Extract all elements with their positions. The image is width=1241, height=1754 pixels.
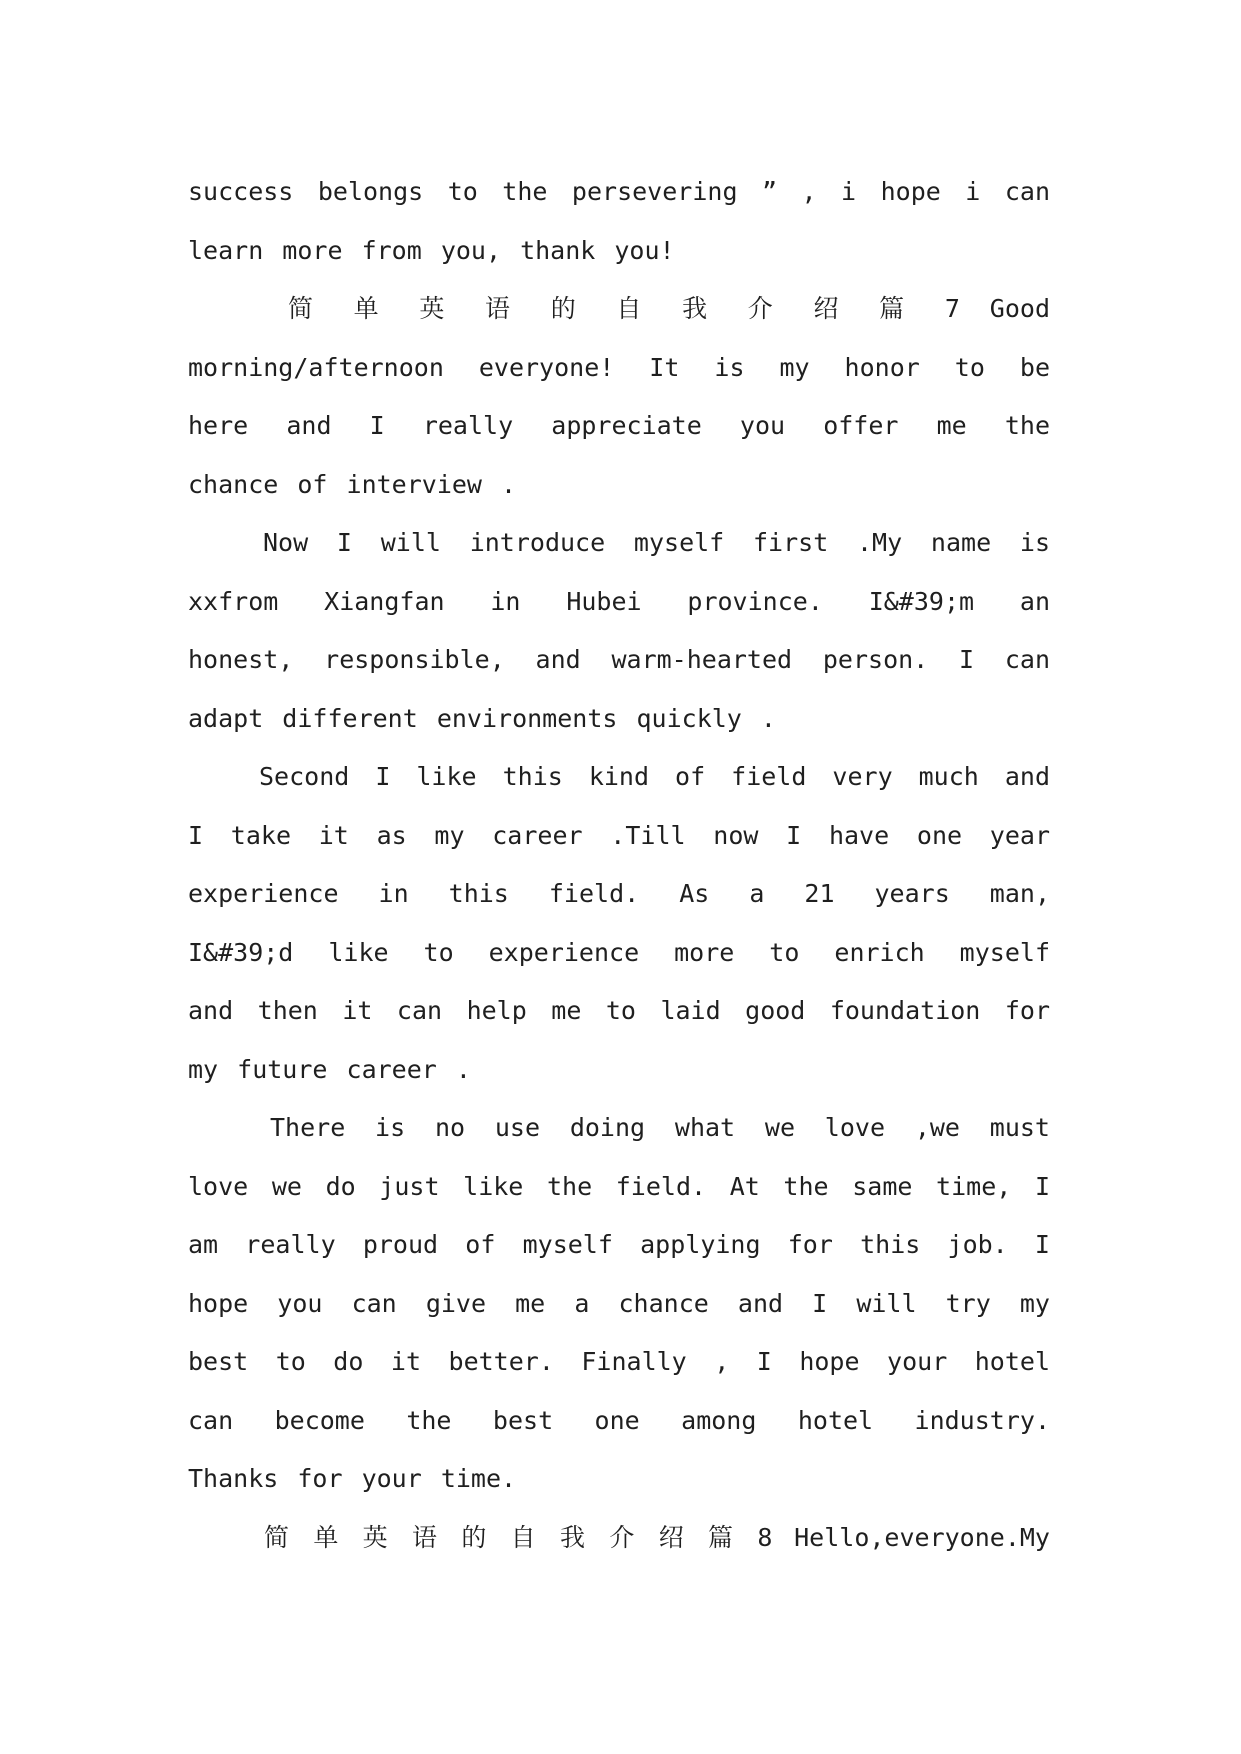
text-line: am really proud of myself applying for this job. I [188,1230,1050,1259]
text-line: Thanks for your time. [188,1464,517,1493]
text-line: 简 单 英 语 的 自 我 介 绍 篇 7 Good [288,294,1050,323]
text-line: my future career . [188,1054,471,1084]
text-line: morning/afternoon everyone! It is my honor to be [188,352,1050,382]
text-line: hope you can give me a chance and I will try my [188,1288,1050,1318]
text-line: adapt different environments quickly . [188,703,776,733]
text-line: I&#39;d like to experience more to enrich myself [188,937,1050,967]
text-line: and then it can help me to laid good foundation for [188,996,1050,1025]
text-line: experience in this field. As a 21 years man, [188,879,1050,908]
text-line: can become the best one among hotel industry. [188,1405,1050,1435]
text-line: here and I really appreciate you offer me the [188,411,1050,440]
text-line: chance of interview . [188,469,517,499]
text-line: There is no use doing what we love ,we must [270,1113,1050,1142]
text-line: 简 单 英 语 的 自 我 介 绍 篇 8 Hello,everyone.My [264,1522,1050,1552]
text-line: Now I will introduce myself first .My name is [263,528,1050,557]
text-line: success belongs to the persevering ” , i hope i can [188,177,1050,206]
text-line: xxfrom Xiangfan in Hubei province. I&#39;m an [188,586,1050,616]
document-body [188,163,1050,1567]
text-line: love we do just like the field. At the same time, I [188,1171,1050,1201]
text-line: best to do it better. Finally , I hope your hotel [188,1347,1050,1376]
text-line: honest, responsible, and warm-hearted person. I can [188,645,1050,674]
text-line: I take it as my career .Till now I have one year [188,820,1050,850]
text-line: learn more from you, thank you! [188,235,675,265]
text-line: Second I like this kind of field very much and [259,762,1050,791]
